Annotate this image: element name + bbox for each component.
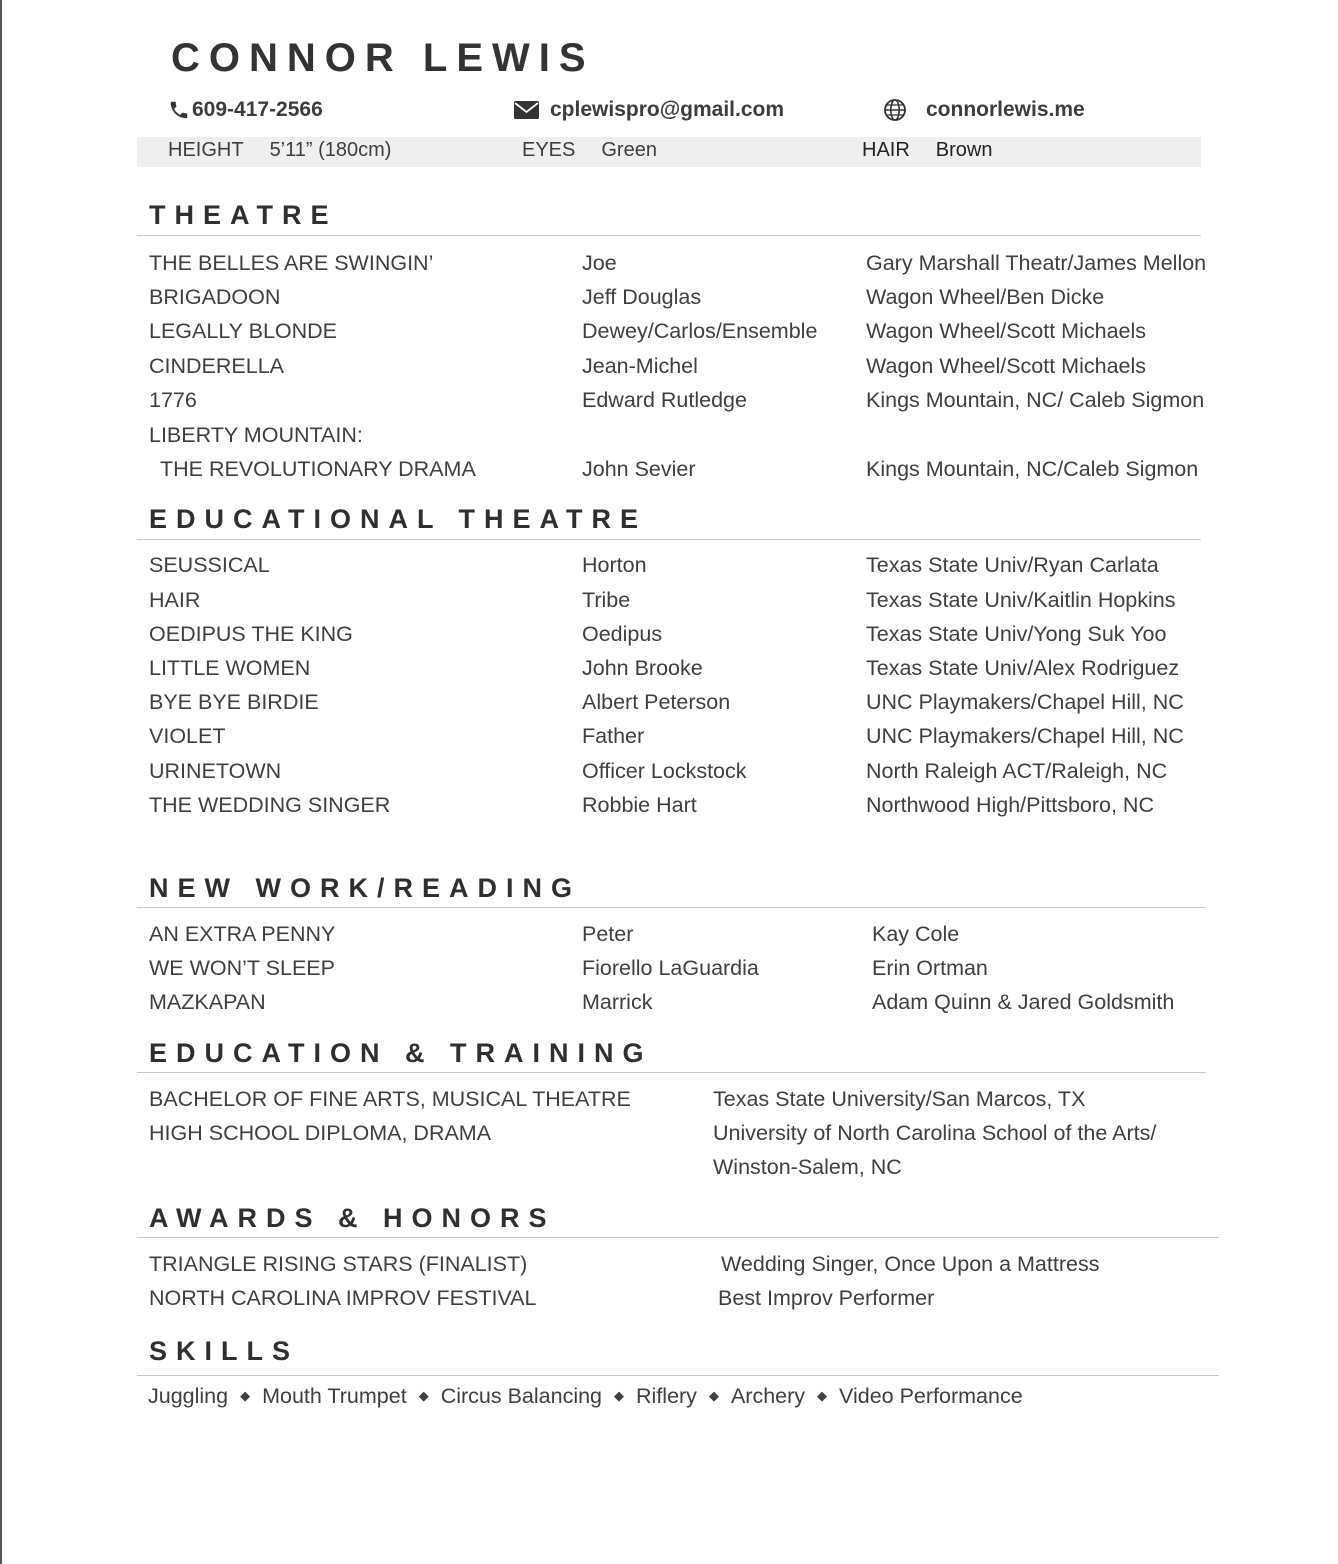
show-title: HAIR — [149, 588, 201, 612]
table-row — [149, 251, 433, 276]
role-cell: Fiorello LaGuardia — [582, 956, 759, 980]
role-cell: Dewey/Carlos/Ensemble — [582, 319, 818, 343]
role-cell: Peter — [582, 922, 634, 946]
venue-cell: Gary Marshall Theatr/James Mellon — [866, 251, 1207, 275]
school-cell: Winston-Salem, NC — [713, 1155, 902, 1179]
section-divider — [137, 907, 1206, 908]
venue-cell: Erin Ortman — [872, 956, 988, 980]
eyes-label: EYES — [522, 139, 576, 161]
venue-cell: Texas State Univ/Yong Suk Yoo — [866, 622, 1167, 646]
eyes-stat — [522, 139, 657, 162]
show-title: WE WON’T SLEEP — [149, 956, 335, 980]
phone-number: 609-417-2566 — [192, 98, 323, 121]
skill-item: Video Performance — [839, 1384, 1023, 1408]
role-cell: Officer Lockstock — [582, 759, 747, 783]
skill-item: Juggling — [148, 1384, 229, 1408]
section-heading-theatre: THEATRE — [149, 200, 338, 230]
role-cell: John Brooke — [582, 656, 703, 680]
role-cell: Albert Peterson — [582, 690, 731, 714]
show-title: LITTLE WOMEN — [149, 656, 311, 680]
skill-item: Mouth Trumpet — [262, 1384, 407, 1408]
show-title: VIOLET — [149, 724, 226, 748]
website-link[interactable]: connorlewis.me — [926, 98, 1085, 121]
show-title: 1776 — [149, 388, 197, 412]
section-divider — [137, 1072, 1206, 1073]
website-contact — [883, 98, 1085, 122]
venue-cell: North Raleigh ACT/Raleigh, NC — [866, 759, 1168, 783]
show-title: BRIGADOON — [149, 285, 281, 309]
venue-cell: UNC Playmakers/Chapel Hill, NC — [866, 690, 1184, 714]
role-cell: Jeff Douglas — [582, 285, 702, 309]
role-cell: John Sevier — [582, 457, 696, 481]
venue-cell: Texas State Univ/Ryan Carlata — [866, 553, 1159, 577]
role-cell: Robbie Hart — [582, 793, 697, 817]
school-cell: University of North Carolina School of the Arts/ — [713, 1121, 1157, 1145]
section-heading-education: EDUCATION & TRAINING — [149, 1038, 653, 1068]
venue-cell: Kings Mountain, NC/Caleb Sigmon — [866, 457, 1199, 481]
degree-cell: BACHELOR OF FINE ARTS, MUSICAL THEATRE — [149, 1087, 631, 1111]
diamond-separator-icon: ◆ — [418, 1387, 429, 1403]
show-title: URINETOWN — [149, 759, 282, 783]
eyes-value: Green — [601, 139, 657, 161]
show-title: OEDIPUS THE KING — [149, 622, 353, 646]
show-title: LIBERTY MOUNTAIN: — [149, 423, 363, 447]
show-title: SEUSSICAL — [149, 553, 270, 577]
phone-contact — [168, 98, 323, 122]
skill-item: Circus Balancing — [440, 1384, 603, 1408]
show-title: CINDERELLA — [149, 354, 285, 378]
globe-icon — [883, 98, 907, 122]
venue-cell: Northwood High/Pittsboro, NC — [866, 793, 1154, 817]
section-divider — [137, 1237, 1219, 1238]
skill-item: Archery — [730, 1384, 806, 1408]
diamond-separator-icon: ◆ — [817, 1387, 828, 1403]
school-cell: Texas State University/San Marcos, TX — [713, 1087, 1086, 1111]
skill-item: Riflery — [636, 1384, 697, 1408]
show-title: BYE BYE BIRDIE — [149, 690, 319, 714]
show-title: THE REVOLUTIONARY DRAMA — [160, 457, 476, 481]
award-cell: NORTH CAROLINA IMPROV FESTIVAL — [149, 1286, 537, 1310]
diamond-separator-icon: ◆ — [240, 1387, 251, 1403]
venue-cell: Kings Mountain, NC/ Caleb Sigmon — [866, 388, 1205, 412]
resume-name: CONNOR LEWIS — [171, 36, 595, 80]
degree-cell: HIGH SCHOOL DIPLOMA, DRAMA — [149, 1121, 492, 1145]
envelope-icon — [513, 99, 540, 121]
show-title: AN EXTRA PENNY — [149, 922, 336, 946]
phone-icon — [168, 99, 190, 121]
role-cell: Edward Rutledge — [582, 388, 747, 412]
role-cell: Oedipus — [582, 622, 663, 646]
section-heading-educational-theatre: EDUCATIONAL THEATRE — [149, 504, 647, 534]
section-divider — [137, 1375, 1219, 1376]
height-stat — [168, 139, 391, 162]
section-divider — [137, 235, 1201, 236]
skills-list — [148, 1384, 1023, 1409]
hair-label: HAIR — [862, 139, 910, 161]
role-cell: Tribe — [582, 588, 631, 612]
venue-cell: Texas State Univ/Alex Rodriguez — [866, 656, 1180, 680]
height-label: HEIGHT — [168, 139, 244, 161]
diamond-separator-icon: ◆ — [614, 1387, 625, 1403]
role-cell: Horton — [582, 553, 647, 577]
hair-value: Brown — [935, 139, 993, 161]
award-detail-cell: Wedding Singer, Once Upon a Mattress — [721, 1252, 1100, 1276]
show-title: LEGALLY BLONDE — [149, 319, 338, 343]
section-heading-new-work: NEW WORK/READING — [149, 873, 581, 903]
email-contact — [513, 98, 784, 122]
role-cell: Marrick — [582, 990, 653, 1014]
hair-stat — [862, 139, 993, 162]
section-heading-awards: AWARDS & HONORS — [149, 1203, 556, 1233]
award-detail-cell: Best Improv Performer — [718, 1286, 935, 1310]
venue-cell: Wagon Wheel/Ben Dicke — [866, 285, 1105, 309]
award-cell: TRIANGLE RISING STARS (FINALIST) — [149, 1252, 528, 1276]
venue-cell: UNC Playmakers/Chapel Hill, NC — [866, 724, 1184, 748]
section-divider — [137, 539, 1201, 540]
diamond-separator-icon: ◆ — [708, 1387, 719, 1403]
role-cell: Father — [582, 724, 645, 748]
role-cell: Joe — [582, 251, 617, 275]
venue-cell: Adam Quinn & Jared Goldsmith — [872, 990, 1175, 1014]
email-address[interactable]: cplewispro@gmail.com — [550, 98, 785, 121]
show-title: THE WEDDING SINGER — [149, 793, 391, 817]
venue-cell: Texas State Univ/Kaitlin Hopkins — [866, 588, 1176, 612]
role-cell: Jean-Michel — [582, 354, 698, 378]
height-value: 5’11” (180cm) — [269, 139, 392, 161]
show-title: MAZKAPAN — [149, 990, 266, 1014]
venue-cell: Wagon Wheel/Scott Michaels — [866, 354, 1147, 378]
venue-cell: Kay Cole — [872, 922, 960, 946]
section-heading-skills: SKILLS — [149, 1336, 300, 1366]
venue-cell: Wagon Wheel/Scott Michaels — [866, 319, 1147, 343]
show-title: THE BELLES ARE SWINGIN’ — [149, 251, 434, 275]
